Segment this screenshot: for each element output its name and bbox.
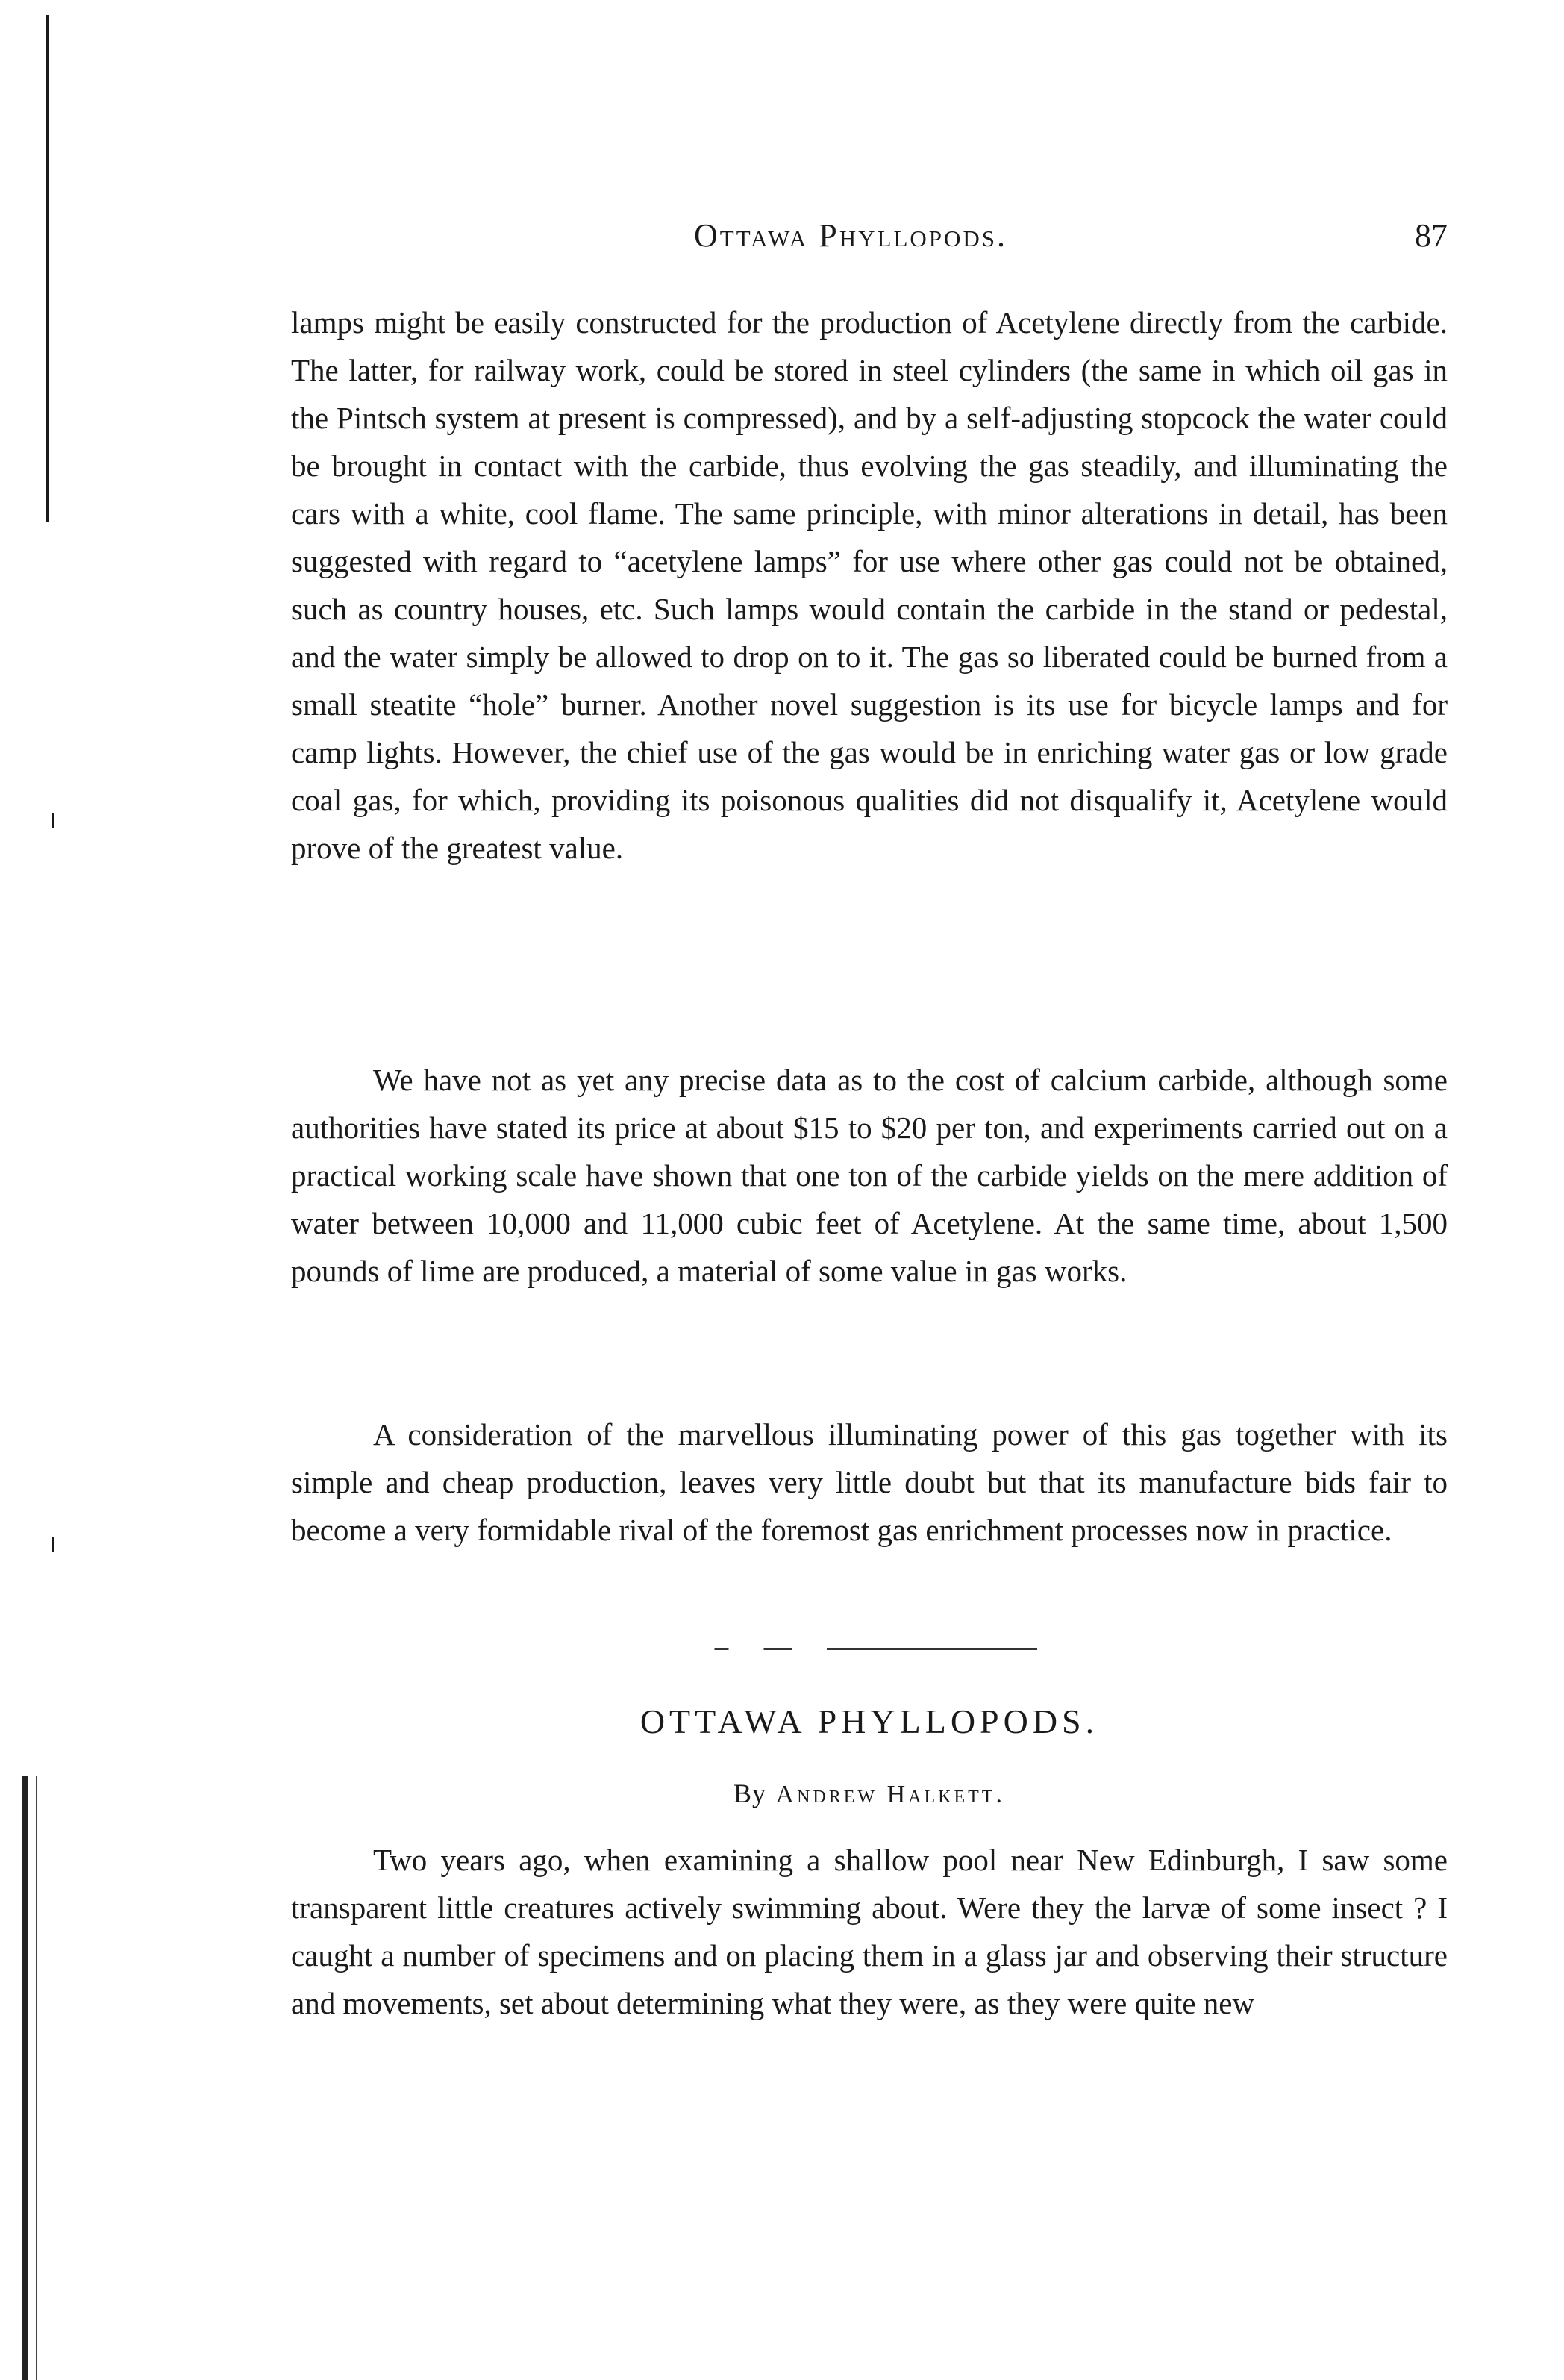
running-title: Ottawa Phyllopods. xyxy=(694,217,1008,254)
running-head xyxy=(291,216,1448,261)
paragraph-text: We have not as yet any precise data as to the cost of calcium carbide, although some authorities have stated its price at about $15 to $20 per ton, and experiments carried out on a practical working scale have shown that one ton of the carbide yields on the mere addition of water between 10,000 and 11,000 cubic feet of Acetylene. At the same time, about 1,500 pounds of lime are produced, a material of some value in gas works. xyxy=(291,1063,1448,1288)
page-edge-mark xyxy=(52,1537,54,1552)
paragraph-text: Two years ago, when examining a shallow pool near New Edinburgh, I saw some transparent little creatures actively swimming about. Were they the larvæ of some insect ? I caught a number of specimens and on placing them in a glass jar and observing their structure and movements, set about determining what they were, as they were quite new xyxy=(291,1843,1448,2020)
body-paragraph xyxy=(291,1411,1448,1554)
byline xyxy=(291,1778,1448,1809)
page-binding-edge-thin xyxy=(36,1776,37,2380)
paragraph-text: A consideration of the marvellous illuminating power of this gas together with its simple and cheap production, leaves very little doubt but that its manufacture bids fair to become a very formidable rival of the foremost gas enrichment processes now in practice. xyxy=(291,1417,1448,1547)
body-paragraph xyxy=(291,1056,1448,1295)
article-opening-paragraph xyxy=(291,1836,1448,2027)
paragraph-text: lamps might be easily constructed for the production of Acetylene directly from the carbide. The latter, for railway work, could be stored in steel cylinders (the same in which oil gas in the Pintsch system at present is compressed), and by a self-adjusting stopcock the water could be brought in contact with the carbide, thus evolving the gas steadily, and illuminating the cars with a white, cool flame. The same principle, with minor alterations in detail, has been suggested with regard to “acetylene lamps” for use where other gas could not be obtained, such as country houses, etc. Such lamps would contain the carbide in the stand or pedestal, and the water simply be allowed to drop on to it. The gas so liberated could be burned from a small steatite “hole” burner. Another novel suggestion is its use for bicycle lamps and for camp lights. However, the chief use of the gas would be in enriching water gas or low grade coal gas, for which, providing its poisonous qualities did not disqualify it, Acetylene would prove of the greatest value. xyxy=(291,305,1448,865)
page-edge-rule xyxy=(46,15,49,522)
page-edge-mark xyxy=(52,813,54,828)
section-divider xyxy=(686,1648,1037,1650)
byline-prefix: By xyxy=(733,1778,767,1808)
body-paragraph-continuation xyxy=(291,299,1448,872)
article-title: OTTAWA PHYLLOPODS. xyxy=(639,1702,1099,1740)
byline-author: Andrew Halkett. xyxy=(775,1781,1005,1808)
page-binding-edge xyxy=(22,1776,28,2380)
page-number: 87 xyxy=(1415,217,1448,254)
